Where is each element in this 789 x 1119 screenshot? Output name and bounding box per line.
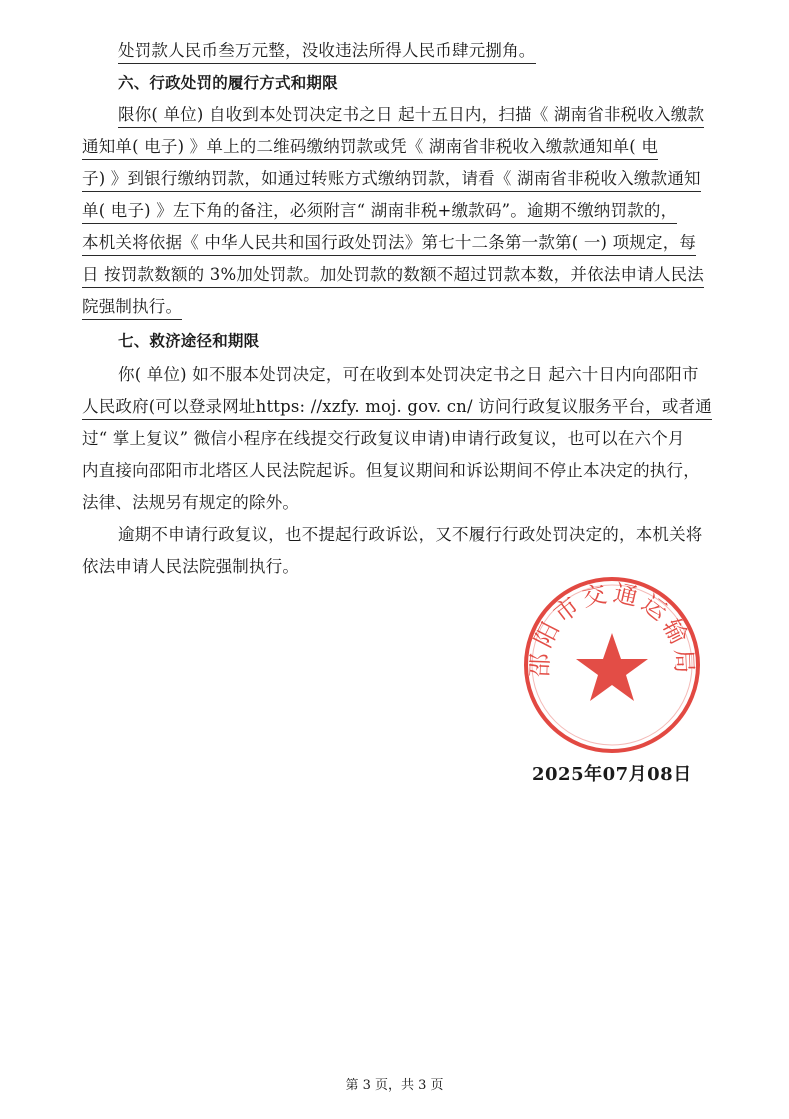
text-line-6: 单( 电子) 》左下角的备注，必须附言“ 湖南非税+缴款码”。逾期不缴纳罚款的， [82,200,677,224]
text-line-16: 逾期不申请行政复议，也不提起行政诉讼，又不履行行政处罚决定的，本机关将 [118,525,703,544]
text-line-7: 本机关将依据《 中华人民共和国行政处罚法》第七十二条第一款第( 一) 项规定，每 [82,232,696,256]
text-line-14: 内直接向邵阳市北塔区人民法院起诉。但复议期间和诉讼期间不停止本决定的执行， [82,461,700,480]
text-line-12: 人民政府(可以登录网址https: //xzfy. moj. gov. cn/ 访问行政复议服务平台，或者通 [82,396,712,420]
text-line-1: 处罚款人民币叁万元整，没收违法所得人民币肆元捌角。 [118,40,536,64]
section-heading-7: 七、救济途径和期限 [118,332,260,350]
official-seal-icon [522,575,702,755]
text-line-17: 依法申请人民法院强制执行。 [82,557,300,576]
text-line-15: 法律、法规另有规定的除外。 [82,493,300,512]
text-line-5: 子) 》到银行缴纳罚款，如通过转账方式缴纳罚款，请看《 湖南省非税收入缴款通知 [82,168,701,192]
text-line-11: 你( 单位) 如不服本处罚决定，可在收到本处罚决定书之日 起六十日内向邵阳市 [118,365,699,384]
text-line-4: 通知单( 电子) 》单上的二维码缴纳罚款或凭《 湖南省非税收入缴款通知单( 电 [82,136,658,160]
text-line-9: 院强制执行。 [82,296,182,320]
text-line-8: 日 按罚款数额的 3%加处罚款。加处罚款的数额不超过罚款本数，并依法申请人民法 [82,264,704,288]
text-line-13: 过“ 掌上复议” 微信小程序在线提交行政复议申请)申请行政复议，也可以在六个月 [82,429,685,448]
section-heading-6: 六、行政处罚的履行方式和期限 [118,74,338,92]
issue-date: 2025年07月08日 [532,764,692,785]
seal-text: 邵阳市交通运输局 [525,578,699,678]
page-footer: 第 3 页，共 3 页 [345,1078,444,1093]
text-line-3: 限你( 单位) 自收到本处罚决定书之日 起十五日内，扫描《 湖南省非税收入缴款 [118,104,704,128]
